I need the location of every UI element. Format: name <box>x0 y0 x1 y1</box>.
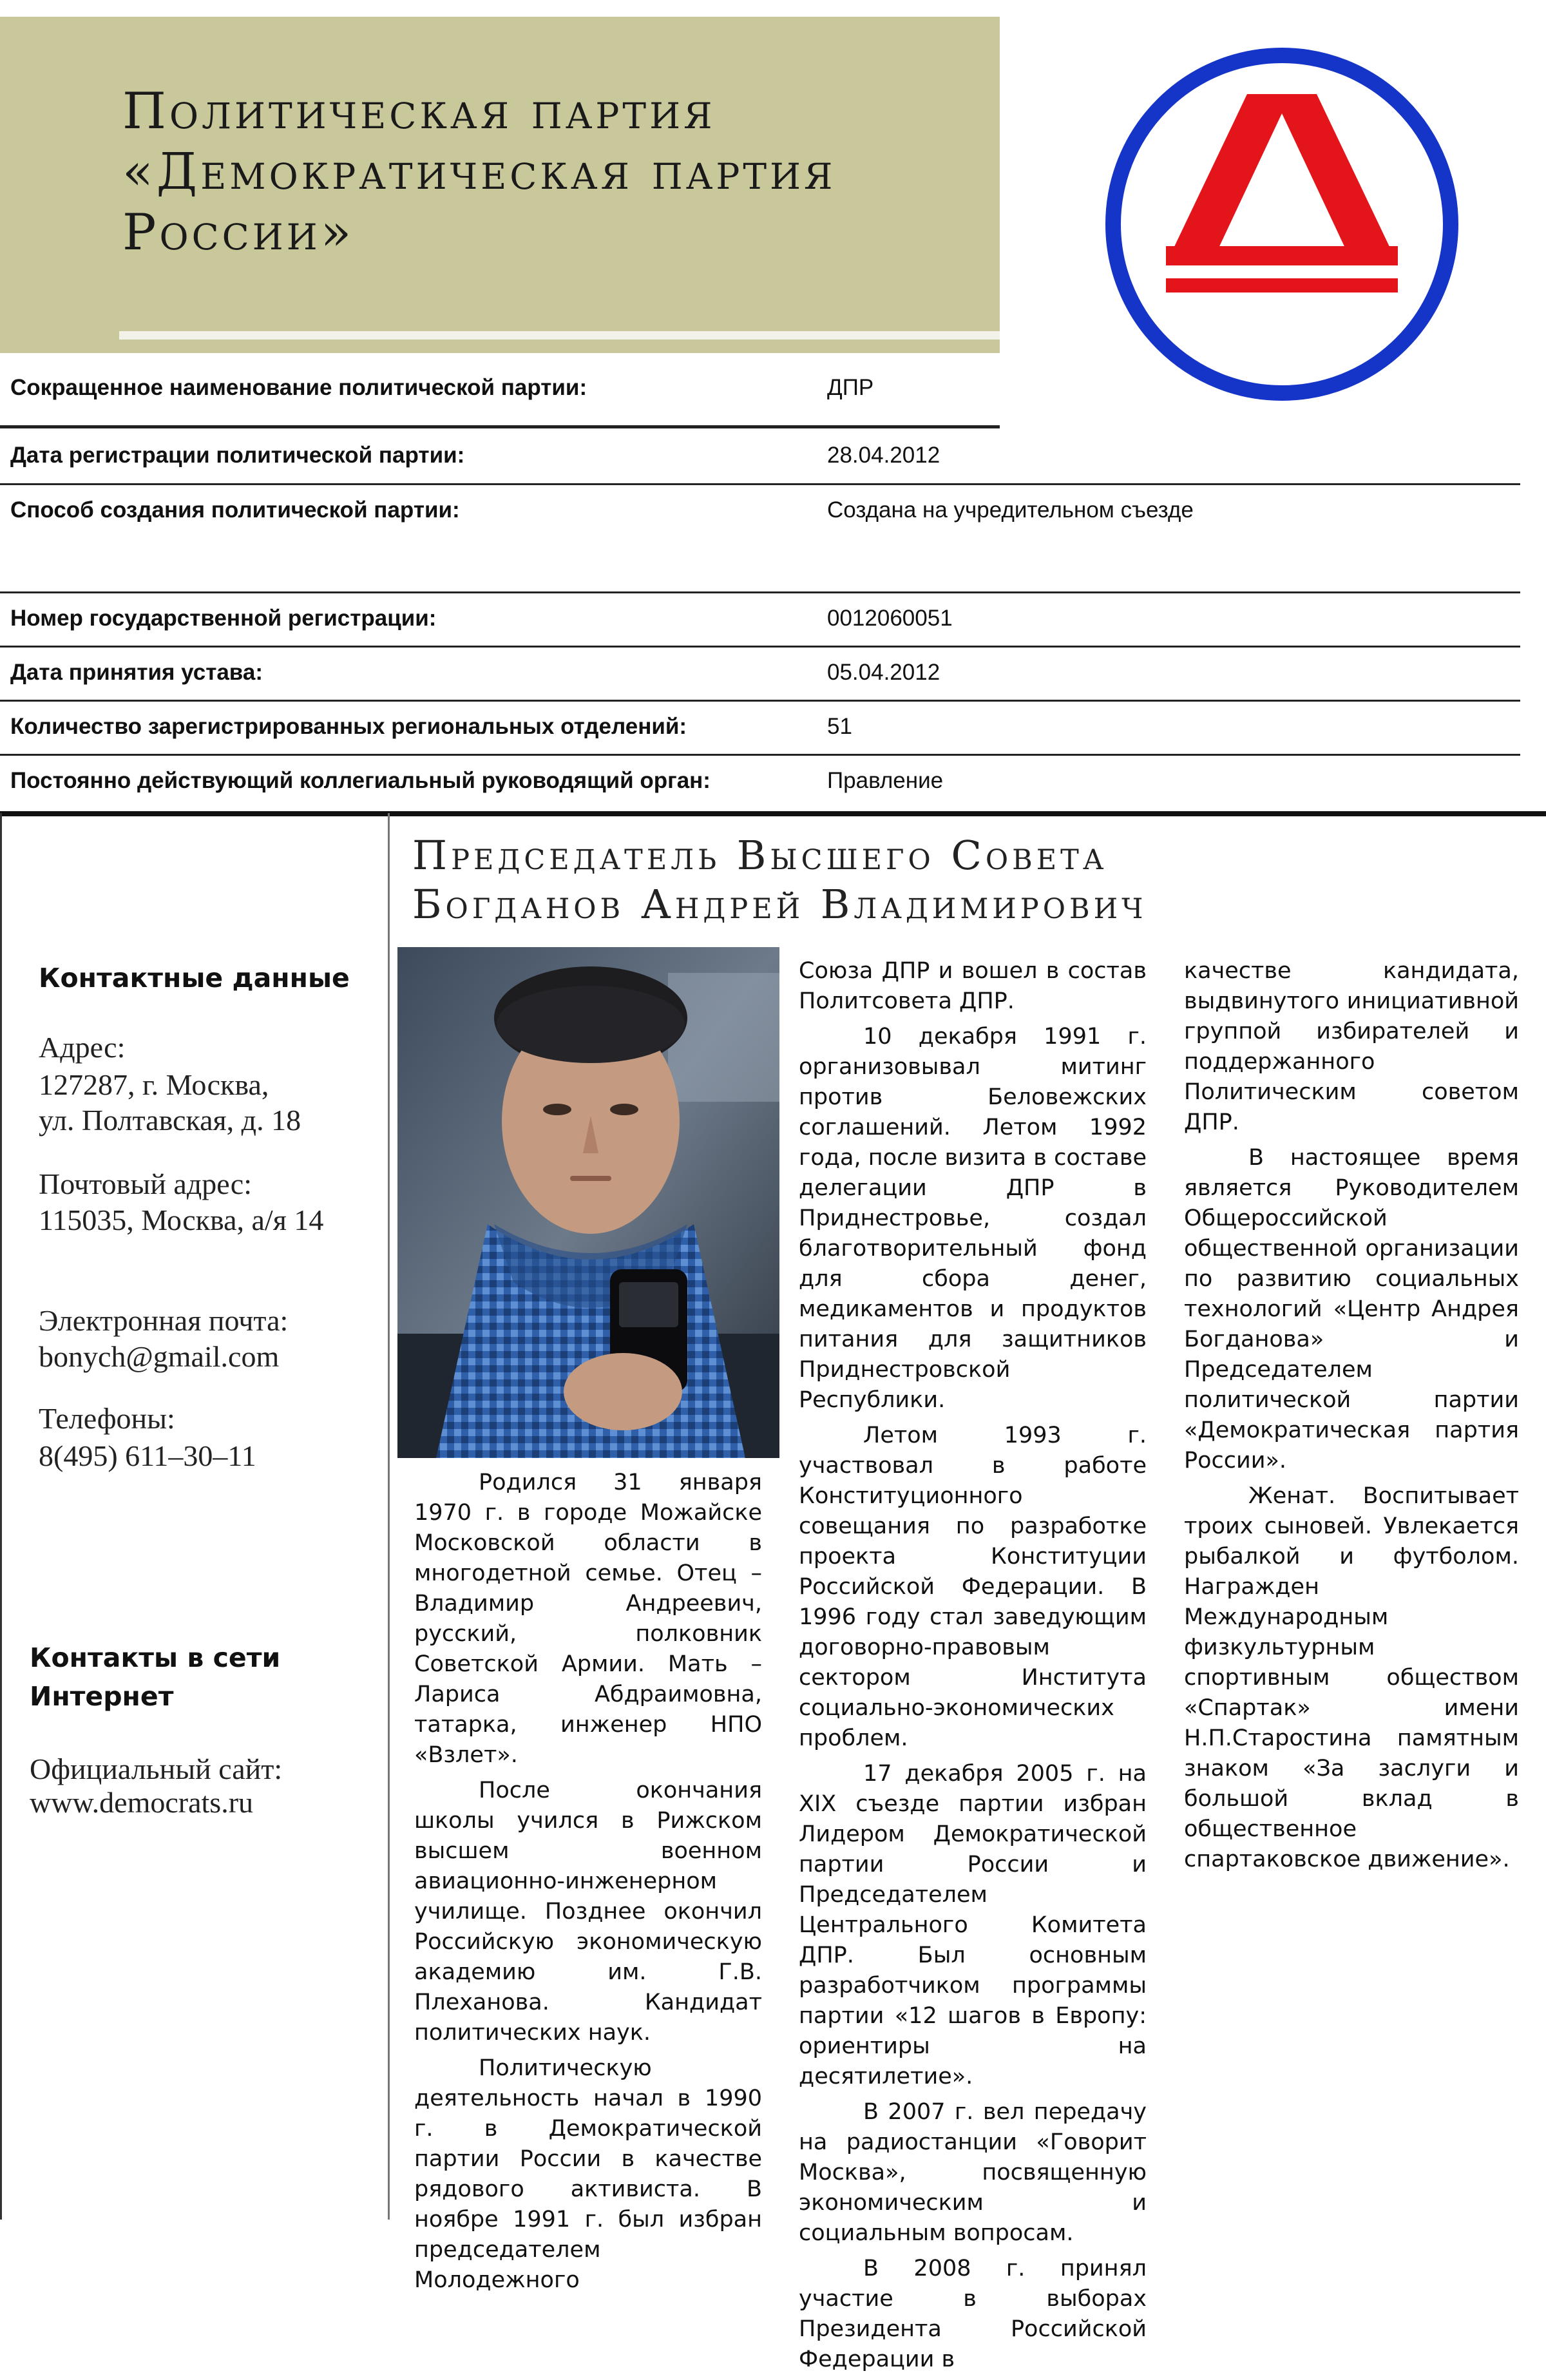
bio-paragraph: Женат. Воспитывает троих сыновей. Увлекается рыбалкой и футболом. Награжден Международным физкультурным спортивным обществом «Спартак» имени Н.П.Старостина памятным знаком «За заслуги и большой вклад в общественное спартаковское движение». <box>1184 1483 1519 1872</box>
title-line-2: «Демократическая партия <box>122 143 836 201</box>
postal-value: 115035, Москва, а/я 14 <box>39 1204 324 1236</box>
info-value: 28.04.2012 <box>827 443 940 468</box>
bio-paragraph: Политическую деятельность начал в 1990 г. в Демократической партии России в качестве рядового активиста. В ноябре 1991 г. был избран председателем Молодежного <box>414 2055 762 2293</box>
chairman-role: Председатель Высшего Совета <box>412 832 1108 879</box>
title-line-3: России» <box>122 204 355 262</box>
info-label: Сокращенное наименование политической партии: <box>10 375 587 400</box>
column-divider <box>388 813 390 2220</box>
logo-letter <box>1166 94 1398 264</box>
info-label: Дата принятия устава: <box>10 660 263 685</box>
info-value: Правление <box>827 768 944 793</box>
contacts-heading: Контактные данные <box>39 963 350 993</box>
bio-paragraph: В 2007 г. вел передачу на радиостанции «Говорит Москва», посвященную экономическим и социальным вопросам. <box>799 2099 1147 2246</box>
bio-paragraph: качестве кандидата, выдвинутого инициативной группой избирателей и поддержанного Политическим советом ДПР. <box>1184 958 1519 1135</box>
bio-paragraph: Летом 1993 г. участвовал в работе Конституционного совещания по разработке проекта Конституции Российской Федерации. В 1996 году стал заведующим договорно-правовым сектором Института социально-экономических проблем. <box>799 1423 1147 1751</box>
info-row <box>0 700 1520 754</box>
bio-column-2 <box>799 956 1147 2380</box>
bio-paragraph: В настоящее время является Руководителем Общероссийской общественной организации по развитию социальных технологий «Центр Андрея Богданова» и Председателем политической партии «Демократическая партия России». <box>1184 1145 1519 1473</box>
bio-paragraph: После окончания школы учился в Рижском высшем военном авиационно-инженерном училище. Позднее окончил Российскую экономическую академию им. Г.В. Плеханова. Кандидат политических наук. <box>414 1778 762 2046</box>
bio-paragraph: Родился 31 января 1970 г. в городе Можайске Московской области в многодетной семье. Отец – Владимир Андреевич, русский, полковник Советской Армии. Мать – Лариса Абдраимовна, татарка, инженер НПО «Взлет». <box>414 1470 762 1768</box>
info-row <box>0 483 1520 537</box>
left-border <box>0 813 2 2220</box>
info-row <box>0 361 1000 415</box>
bio-paragraph: В 2008 г. принял участие в выборах Президента Российской Федерации в <box>799 2256 1147 2372</box>
chairman-heading <box>412 831 1533 929</box>
info-row <box>0 646 1520 700</box>
info-value: ДПР <box>827 375 874 400</box>
title-line-1: Политическая партия <box>122 82 716 140</box>
internet-heading-line-2: Интернет <box>30 1681 174 1712</box>
info-row <box>0 428 1520 483</box>
address-line-1: 127287, г. Москва, <box>39 1068 269 1101</box>
bio-column-1 <box>414 1468 762 2301</box>
internet-heading <box>30 1638 280 1716</box>
page-title <box>122 81 986 263</box>
site-link[interactable]: www.democrats.ru <box>30 1786 254 1819</box>
info-value: Создана на учредительном съезде <box>827 497 1194 523</box>
info-label: Количество зарегистрированных региональных отделений: <box>10 714 687 739</box>
portrait-image <box>397 947 779 1458</box>
info-row <box>0 754 1520 808</box>
phone-value: 8(495) 611–30–11 <box>39 1439 256 1472</box>
info-row <box>0 591 1520 646</box>
bio-column-3 <box>1184 956 1519 1880</box>
party-logo <box>1089 31 1475 417</box>
info-value: 0012060051 <box>827 606 953 631</box>
title-band <box>0 17 1000 353</box>
internet-heading-line-1: Контакты в сети <box>30 1642 281 1673</box>
logo-letter-base <box>1166 246 1398 265</box>
chairman-photo <box>397 947 779 1458</box>
site-label: Официальный сайт: <box>30 1752 283 1785</box>
bio-paragraph: 10 декабря 1991 г. организовывал митинг против Беловежских соглашений. Летом 1992 года, после визита в составе делегации ДПР в Приднестровье, создал благотворительный фонд для сбора денег, медикаментов и продуктов питания для защитников Приднестровской Республики. <box>799 1024 1147 1413</box>
info-label: Способ создания политической партии: <box>10 497 460 523</box>
chairman-name: Богданов Андрей Владимирович <box>412 881 1147 928</box>
postal-label: Почтовый адрес: <box>39 1167 252 1200</box>
bio-paragraph: 17 декабря 2005 г. на XIX съезде партии избран Лидером Демократической партии России и Председателем Центрального Комитета ДПР. Был основным разработчиком программы партии «12 шагов в Европу: ориентиры на десятилетие». <box>799 1761 1147 2089</box>
address-label: Адрес: <box>39 1031 126 1064</box>
address-line-2: ул. Полтавская, д. 18 <box>39 1104 301 1137</box>
info-label: Постоянно действующий коллегиальный руководящий орган: <box>10 768 711 793</box>
email-link[interactable]: bonych@gmail.com <box>39 1340 280 1373</box>
logo-letter-bar <box>1166 278 1398 293</box>
info-value: 51 <box>827 714 852 739</box>
info-label: Номер государственной регистрации: <box>10 606 437 631</box>
bio-paragraph: Союза ДПР и вошел в состав Политсовета ДПР. <box>799 958 1147 1014</box>
section-divider <box>0 811 1546 816</box>
email-label: Электронная почта: <box>39 1304 289 1337</box>
phones-label: Телефоны: <box>39 1402 175 1435</box>
info-label: Дата регистрации политической партии: <box>10 443 465 468</box>
info-value: 05.04.2012 <box>827 660 940 685</box>
title-underline <box>119 331 1000 340</box>
